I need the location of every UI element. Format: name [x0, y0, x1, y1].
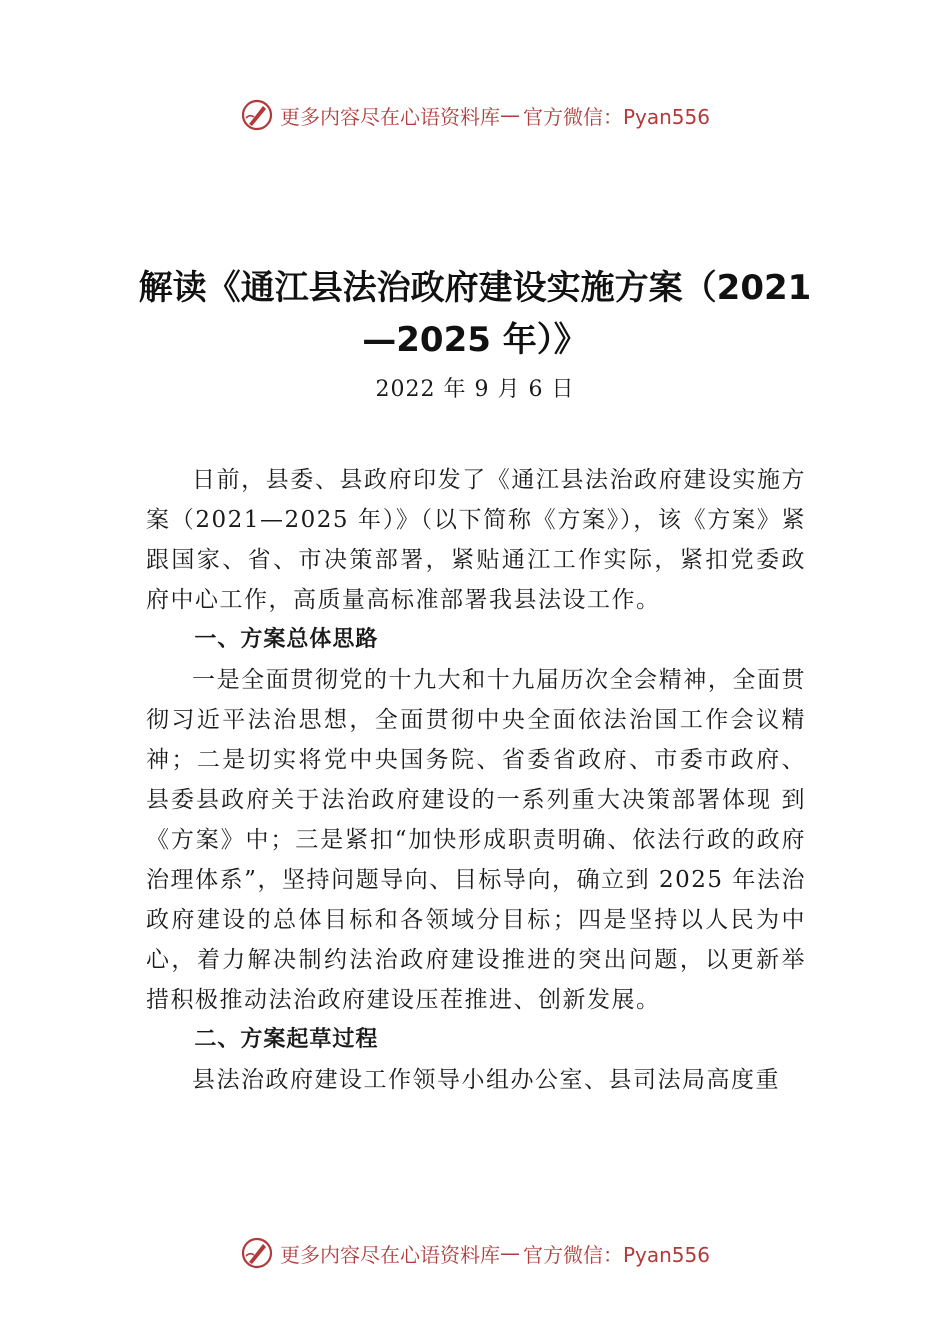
title-line-1: 解读《通江县法治政府建设实施方案（2021: [138, 268, 812, 308]
header-banner: [0, 95, 950, 135]
section-heading-2: 二、方案起草过程: [194, 1027, 379, 1052]
banner-wechat-text: 官方微信：Pyan556: [522, 104, 710, 129]
title-line-2: —2025 年）》: [362, 320, 588, 360]
section-text-2: 县法治政府建设工作领导小组办公室、县司法局高度重: [192, 1067, 780, 1093]
quill-pen-logo-icon: [240, 98, 274, 132]
footer-wechat-text: 官方微信：Pyan556: [522, 1242, 710, 1267]
quill-pen-logo-icon: [240, 1236, 274, 1270]
section-heading-1: 一、方案总体思路: [194, 627, 379, 652]
section-text-1: 一是全面贯彻党的十九大和十九届历次全会精神，全面贯彻习近平法治思想，全面贯彻中央全面依法治国工作会议精神；二是切实将党中央国务院、省委省政府、市委市政府、 县委县政府关于法治政府建设的一系列重大决策部署体现 到《方案》中；三是紧扣“加快形成职责明确、依法行政的政府治理体系”，坚持问题导向、目标导向，确立到 2025 年法治政府建设的总体目标和各领域分目标；四是坚持以人民为中心，着力解决制约法治政府建设推进的突出问题，以更新举措积极推动法治政府建设压茬推进、创新发展。: [146, 667, 806, 1013]
banner-brand-text: 更多内容尽在心语资料库: [279, 104, 500, 129]
intro-paragraph: 日前，县委、县政府印发了《通江县法治政府建设实施方案（2021—2025 年）》（以下简称《方案》），该《方案》紧跟国家、省、市决策部署，紧贴通江工作实际，紧扣党委政府中心工作，高质量高标准部署我县法设工作。: [146, 467, 806, 613]
footer-brand-text: 更多内容尽在心语资料库: [279, 1242, 500, 1267]
footer-separator: —: [499, 1241, 523, 1265]
footer-banner: [0, 1233, 950, 1273]
document-date: 2022 年 9 月 6 日: [375, 377, 575, 402]
document-title: [120, 262, 830, 366]
banner-separator: —: [499, 103, 523, 127]
document-body: [146, 460, 806, 1100]
